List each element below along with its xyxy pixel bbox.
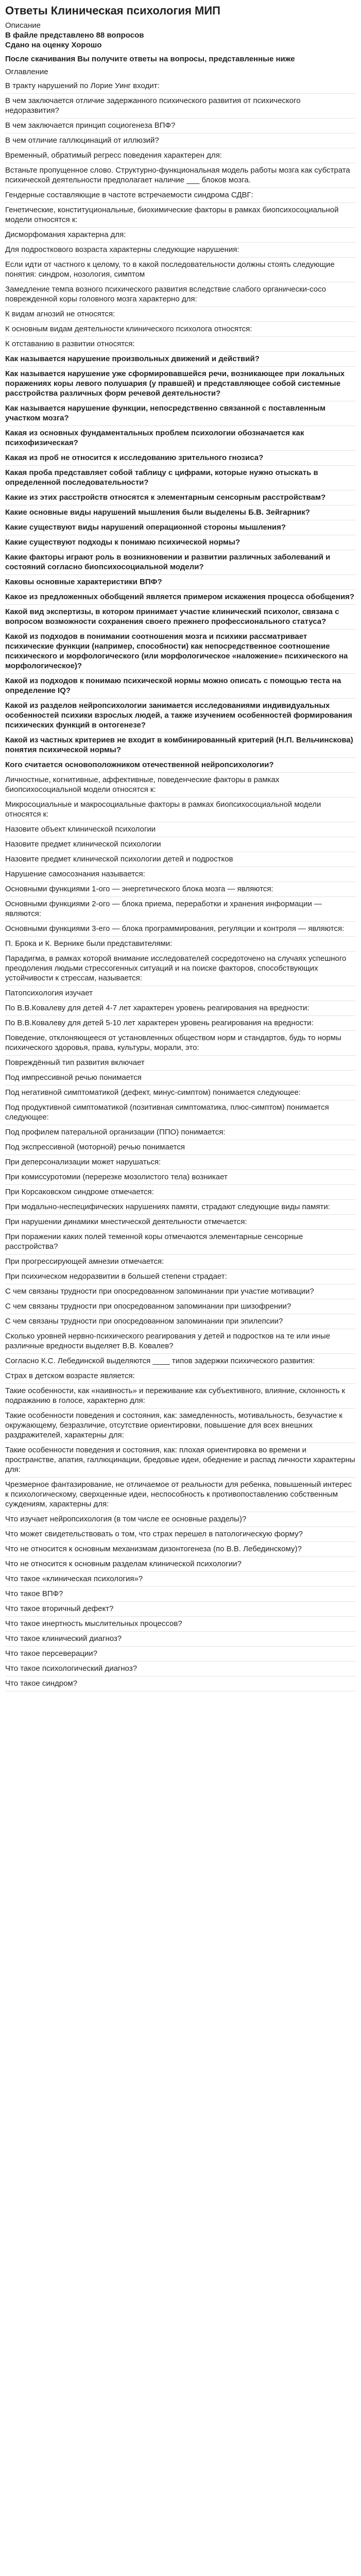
- question-item: При Корсаковском синдроме отмечается:: [5, 1185, 356, 1200]
- question-item: Под продуктивной симптоматикой (позитивная симптоматика, плюс-симптом) понимается следующее:: [5, 1100, 356, 1125]
- question-item: Патопсихология изучает: [5, 986, 356, 1001]
- description-block: [5, 21, 356, 50]
- question-item: Повреждённый тип развития включает: [5, 1056, 356, 1071]
- question-item: Какая из основных фундаментальных проблем психологии обозначается как психофизическая?: [5, 426, 356, 451]
- question-item: Основными функциями 3-его — блока программирования, регуляции и контроля — являются:: [5, 922, 356, 937]
- question-item: К основным видам деятельности клинического психолога относятся:: [5, 322, 356, 337]
- question-item: Что изучает нейропсихология (в том числе ее основные разделы)?: [5, 1512, 356, 1527]
- question-item: Основными функциями 1-ого — энергетического блока мозга — являются:: [5, 882, 356, 897]
- question-item: В чем заключается принцип социогенеза ВПФ?: [5, 118, 356, 133]
- question-item: Что такое синдром?: [5, 1676, 356, 1691]
- question-item: Что такое психологический диагноз?: [5, 1662, 356, 1676]
- question-item: Что не относится к основным механизмам дизонтогенеза (по В.В. Лебединскому)?: [5, 1542, 356, 1557]
- question-item: К видам агнозий не относятся:: [5, 307, 356, 322]
- question-item: Такие особенности, как «наивность» и переживание как субъективного, влияние, склонность к подражанию в голосе, характерно для:: [5, 1384, 356, 1409]
- question-item: Что такое ВПФ?: [5, 1587, 356, 1602]
- question-item: Какое из предложенных обобщений является примером искажения процесса обобщения?: [5, 590, 356, 605]
- question-item: Согласно К.С. Лебединской выделяются ____ типов задержки психического развития:: [5, 1354, 356, 1369]
- question-item: Такие особенности поведения и состояния, как: замедленность, мотивальность, безучастие к окружающему, безразличие, отсутствие ориентировки, повышение для всех внешних раздражителей, характерны для:: [5, 1409, 356, 1443]
- question-item: Что такое инертность мыслительных процессов?: [5, 1617, 356, 1632]
- question-item: По В.В.Ковалеву для детей 4-7 лет характерен уровень реагирования на вредности:: [5, 1001, 356, 1016]
- question-item: Под негативной симптоматикой (дефект, минус-симптом) понимается следующее:: [5, 1086, 356, 1100]
- question-item: С чем связаны трудности при опосредованном запоминании при шизофрении?: [5, 1299, 356, 1314]
- question-item: Каковы основные характеристики ВПФ?: [5, 575, 356, 590]
- question-item: Дисморфомания характерна для:: [5, 228, 356, 243]
- question-item: Встаньте пропущенное слово. Структурно-функциональная модель работы мозга как субстрата психической деятельности предполагает наличие ___ блоков мозга.: [5, 163, 356, 188]
- question-item: Для подросткового возраста характерны следующие нарушения:: [5, 243, 356, 258]
- question-item: Генетические, конституциональные, биохимические факторы в рамках биопсихосоциальной модели относятся к:: [5, 203, 356, 228]
- question-item: Кого считается основоположником отечественной нейропсихологии?: [5, 758, 356, 773]
- question-item: При деперсонализации может нарушаться:: [5, 1155, 356, 1170]
- question-item: Какие существуют подходы к понимаю психической нормы?: [5, 535, 356, 550]
- question-item: К отставанию в развитии относятся:: [5, 337, 356, 352]
- question-item: С чем связаны трудности при опосредованном запоминании при эпилепсии?: [5, 1314, 356, 1329]
- question-item: Как называется нарушение уже сформировавшейся речи, возникающее при локальных поражениях коры левого полушария (у правшей) и представляющее собой системные расстройства различных форм речевой деятельности?: [5, 367, 356, 401]
- question-item: По В.В.Ковалеву для детей 5-10 лет характерен уровень реагирования на вредности:: [5, 1016, 356, 1031]
- question-item: При комиссуротомии (перерезке мозолистого тела) возникает: [5, 1170, 356, 1185]
- question-item: Что может свидетельствовать о том, что страх перешел в патологическую форму?: [5, 1527, 356, 1542]
- download-intro: После скачивания Вы получите ответы на вопросы, представленные ниже: [5, 55, 295, 63]
- question-item: Какой из подходов к понимаю психической нормы можно описать с помощью теста на определение IQ?: [5, 674, 356, 699]
- question-item: Какой из разделов нейропсихологии занимается исследованиями индивидуальных особенностей психики взрослых людей, а также изучением особенностей формирования психических функций в онтогенезе?: [5, 699, 356, 733]
- question-item: Что такое «клиническая психология»?: [5, 1572, 356, 1587]
- question-item: Гендерные составляющие в частоте встречаемости синдрома СДВГ:: [5, 188, 356, 203]
- question-item: При прогрессирующей амнезии отмечается:: [5, 1255, 356, 1269]
- question-item: При модально-неспецифических нарушениях памяти, страдают следующие виды памяти:: [5, 1200, 356, 1215]
- question-item: Какие основные виды нарушений мышления были выделены Б.В. Зейгарник?: [5, 505, 356, 520]
- rating-note: Сдано на оценку Хорошо: [5, 41, 102, 49]
- description-label: Описание: [5, 21, 41, 30]
- question-item: В тракту нарушений по Лорие Уинг входит:: [5, 79, 356, 94]
- question-item: В чем заключается отличие задержанного психического развития от психического недоразвития?: [5, 94, 356, 118]
- question-item: Под экспрессивной (моторной) речью понимается: [5, 1140, 356, 1155]
- question-item: Замедление темпа возного психического развития вследствие слабого органически-сосо поврежденной коры головного мозга характерно для:: [5, 282, 356, 307]
- question-list: [5, 79, 356, 1691]
- question-item: Какой вид экспертизы, в котором принимает участие клинический психолог, связана с вопросом возможности сохранения своего прежнего профессионального статуса?: [5, 605, 356, 630]
- question-item: Какая из проб не относится к исследованию зрительного гнозиса?: [5, 451, 356, 466]
- question-item: Нарушение самосознания называется:: [5, 867, 356, 882]
- question-item: Что не относится к основным разделам клинической психологии?: [5, 1557, 356, 1572]
- question-item: Поведение, отклоняющееся от установленных обществом норм и стандартов, будь то нормы психического здоровья, права, культуры, морали, это:: [5, 1031, 356, 1056]
- question-item: Что такое вторичный дефект?: [5, 1602, 356, 1617]
- question-item: Какая проба представляет собой таблицу с цифрами, которые нужно отыскать в определенной последовательности?: [5, 466, 356, 490]
- question-item: Сколько уровней нервно-психического реагирования у детей и подростков на те или иные различные вредности выделяет В.В. Ковалев?: [5, 1329, 356, 1354]
- question-item: Парадигма, в рамках которой внимание исследователей сосредоточено на случаях успешного преодоления людьми стрессогенных ситуаций и на поиске факторов, способствующих устойчивости к стрессам, называется:: [5, 952, 356, 986]
- question-item: При поражении каких полей теменной коры отмечаются элементарные сенсорные расстройства?: [5, 1230, 356, 1255]
- question-item: Под импрессивной речью понимается: [5, 1071, 356, 1086]
- toc-label: Оглавление: [5, 67, 48, 76]
- page-title: Ответы Клиническая психология МИП: [5, 4, 220, 17]
- question-item: При психическом недоразвитии в большей степени страдает:: [5, 1269, 356, 1284]
- question-item: Назовите предмет клинической психологии: [5, 837, 356, 852]
- question-item: Назовите объект клинической психологии: [5, 822, 356, 837]
- question-item: Как называется нарушение произвольных движений и действий?: [5, 352, 356, 367]
- question-item: Что такое клинический диагноз?: [5, 1632, 356, 1647]
- question-item: Личностные, когнитивные, аффективные, поведенческие факторы в рамках биопсихосоциальной модели относятся к:: [5, 773, 356, 798]
- question-item: Какие существуют виды нарушений операционной стороны мышления?: [5, 520, 356, 535]
- question-item: Назовите предмет клинической психологии детей и подростков: [5, 852, 356, 867]
- question-item: Если идти от частного к целому, то в какой последовательности должны стоять следующие понятия: синдром, нозология, симптом: [5, 258, 356, 282]
- question-item: В чем отличие галлюцинаций от иллюзий?: [5, 133, 356, 148]
- question-item: Микросоциальные и макросоциальные факторы в рамках биопсихосоциальной модели относятся к:: [5, 798, 356, 822]
- question-item: Страх в детском возрасте является:: [5, 1369, 356, 1384]
- question-item: П. Брока и К. Вернике были представителями:: [5, 937, 356, 952]
- question-item: Как называется нарушение функции, непосредственно связанной с поставленным участком мозга?: [5, 401, 356, 426]
- question-item: Под профилем патеральной организации (ППО) понимается:: [5, 1125, 356, 1140]
- question-item: Какой из подходов в понимании соотношения мозга и психики рассматривает психические функции (например, способности) как непосредственное соотношение психического и морфологического (или морфологическое «наложение» психического на морфологическое)?: [5, 630, 356, 674]
- question-item: Чрезмерное фантазирование, не отличаемое от реальности для ребенка, повышенный интерес к психологическому, сверхценные идеи, неспособность к противопоставлению собственным суждениям, характерны для:: [5, 1478, 356, 1512]
- question-item: Временный, обратимый регресс поведения характерен для:: [5, 148, 356, 163]
- question-item: Такие особенности поведения и состояния, как: плохая ориентировка во времени и пространстве, апатия, галлюцинации, бредовые идеи, обеднение и распад личности характерны для:: [5, 1443, 356, 1478]
- question-item: Какие из этих расстройств относятся к элементарным сенсорным расстройствам?: [5, 490, 356, 505]
- question-item: При нарушении динамики мнестической деятельности отмечается:: [5, 1215, 356, 1230]
- question-item: Какой из частных критериев не входит в комбинированный критерий (Н.П. Вельчинскова) понятия психической нормы?: [5, 733, 356, 758]
- questions-count: В файле представлено 88 вопросов: [5, 31, 144, 40]
- question-item: С чем связаны трудности при опосредованном запоминании при участие мотивации?: [5, 1284, 356, 1299]
- question-item: Основными функциями 2-ого — блока приема, переработки и хранения информации — являются:: [5, 897, 356, 922]
- question-item: Что такое персеверации?: [5, 1647, 356, 1662]
- question-item: Какие факторы играют роль в возникновении и развитии различных заболеваний и состояний согласно биопсихосоциальной модели?: [5, 550, 356, 575]
